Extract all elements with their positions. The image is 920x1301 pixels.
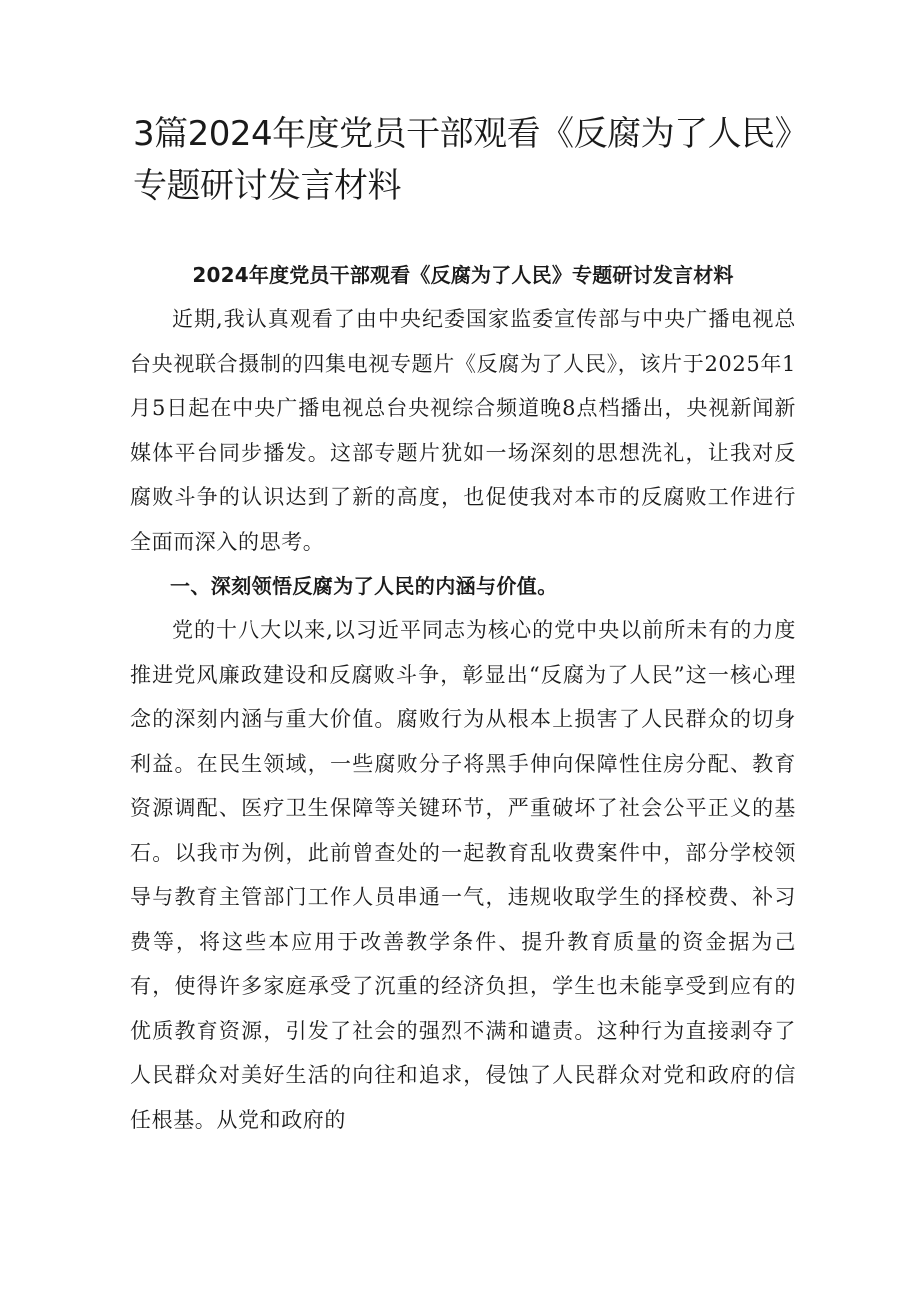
section-heading-1: 一、深刻领悟反腐为了人民的内涵与价值。 [170,574,558,598]
document-subtitle: 2024年度党员干部观看《反腐为了人民》专题研讨发言材料 [192,263,734,287]
body-paragraph-intro: 近期,我认真观看了由中央纪委国家监委宣传部与中央广播电视总台央视联合摄制的四集电视专题片《反腐为了人民》，该片于2025年1月5日起在中央广播电视总台央视综合频道晚8点档播出，央视新闻新媒体平台同步播发。这部专题片犹如一场深刻的思想洗礼，让我对反腐败斗争的认识达到了新的高度，也促使我对本市的反腐败工作进行全面而深入的思考。 [130,307,796,554]
body-paragraph-section-1: 党的十八大以来,以习近平同志为核心的党中央以前所未有的力度推进党风廉政建设和反腐败斗争，彰显出“反腐为了人民”这一核心理念的深刻内涵与重大价值。腐败行为从根本上损害了人民群众的切身利益。在民生领域，一些腐败分子将黑手伸向保障性住房分配、教育资源调配、医疗卫生保障等关键环节，严重破坏了社会公平正义的基石。以我市为例，此前曾查处的一起教育乱收费案件中，部分学校领导与教育主管部门工作人员串通一气，违规收取学生的择校费、补习费等，将这些本应用于改善教学条件、提升教育质量的资金据为己有，使得许多家庭承受了沉重的经济负担，学生也未能享受到应有的优质教育资源，引发了社会的强烈不满和谴责。这种行为直接剥夺了人民群众对美好生活的向往和追求，侵蚀了人民群众对党和政府的信任根基。从党和政府的 [130,618,796,1132]
document-body [130,253,796,1142]
document-title: 3篇2024年度党员干部观看《反腐为了人民》专题研讨发言材料 [133,114,809,206]
